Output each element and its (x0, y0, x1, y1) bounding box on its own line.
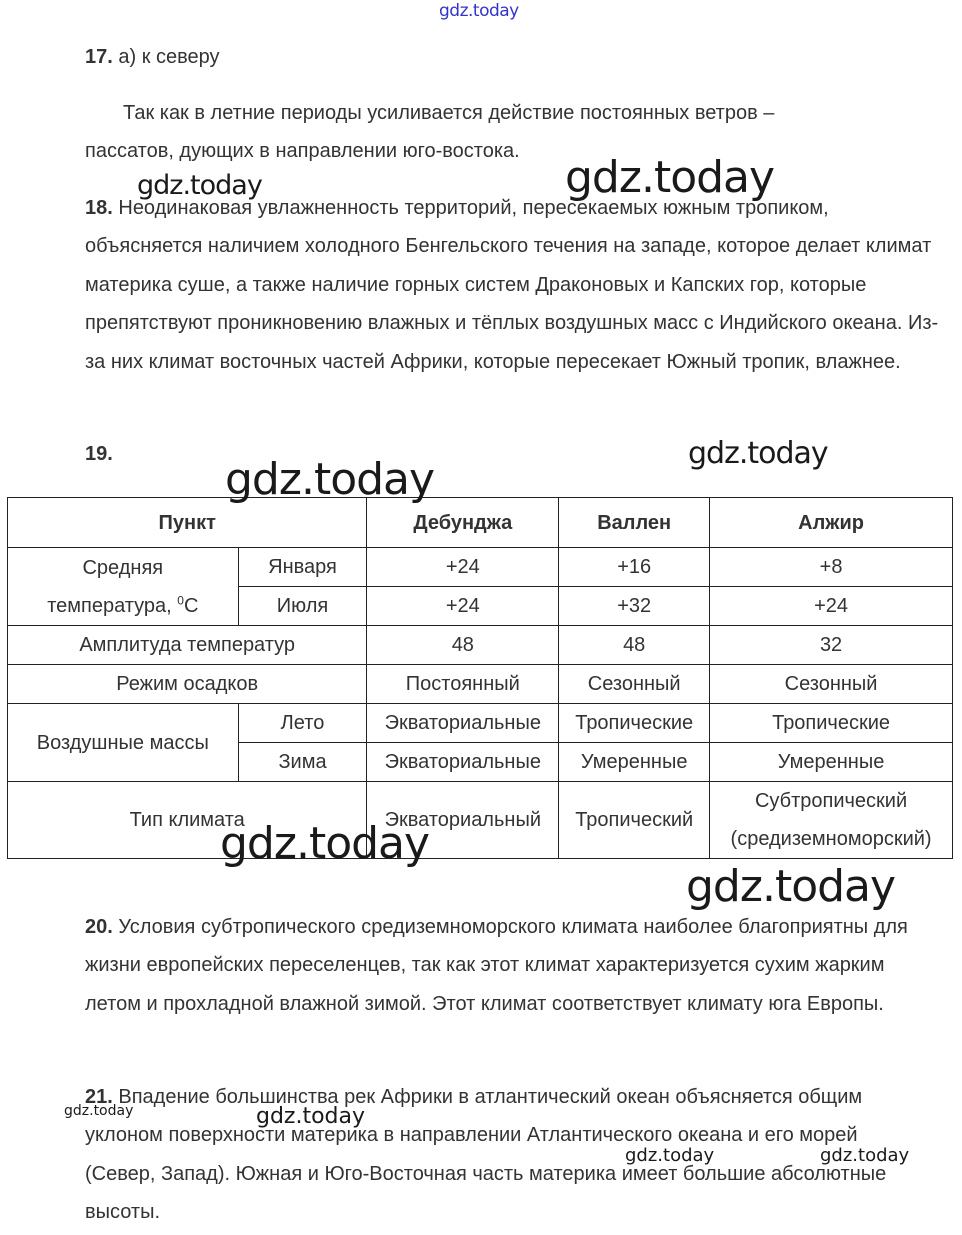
table-cell: +32 (559, 587, 710, 626)
table-cell: Экваториальные (367, 704, 559, 743)
degree-sup: 0 (177, 592, 184, 607)
header-cell-algiers: Алжир (710, 498, 953, 548)
table-cell: Экваториальные (367, 743, 559, 782)
watermark: gdz.today (565, 152, 775, 203)
table-cell: 48 (367, 626, 559, 665)
table-cell: 32 (710, 626, 953, 665)
table-row-precipitation (8, 665, 953, 704)
row-label-air-masses: Воздушные массы (8, 704, 239, 782)
table-row-january (8, 548, 953, 587)
question-number: 17. (85, 46, 113, 68)
row-label-precipitation: Режим осадков (8, 665, 367, 704)
table-cell: +24 (367, 548, 559, 587)
table-header-row (8, 498, 953, 548)
table-row-climate-type (8, 782, 953, 859)
sublabel-january: Января (238, 548, 367, 587)
watermark: gdz.today (820, 1145, 910, 1166)
answer-21 (85, 1078, 915, 1232)
answer-17 (85, 38, 945, 76)
watermark-top: gdz.today (439, 1, 519, 21)
header-cell-point: Пункт (8, 498, 367, 548)
table-cell: Умеренные (559, 743, 710, 782)
table-cell: Тропический (559, 782, 710, 859)
table-cell: Умеренные (710, 743, 953, 782)
answer-19-heading (85, 435, 945, 473)
header-cell-wallen: Валлен (559, 498, 710, 548)
answer-text: Впадение большинства рек Африки в атлантический океан объясняется общим уклоном поверхности материка в направлении Атлантического океана и его морей (Север, Запад). Южная и Юго-Восточная часть материка имеет большие абсолютные высоты. (85, 1086, 887, 1224)
row-label-amplitude: Амплитуда температур (8, 626, 367, 665)
table-cell: Постоянный (367, 665, 559, 704)
question-number: 19. (85, 443, 113, 465)
table-cell: Тропические (710, 704, 953, 743)
row-label-temperature (8, 548, 239, 626)
table-cell: Сезонный (710, 665, 953, 704)
explanation-text: Так как в летние периоды усиливается действие постоянных ветров – пассатов, дующих в направлении юго-востока. (85, 102, 775, 163)
table-cell: +8 (710, 548, 953, 587)
table-row-amplitude (8, 626, 953, 665)
label-line: Средняя (82, 556, 164, 579)
cell-line: (средиземноморский) (730, 828, 932, 850)
question-number: 18. (85, 197, 113, 219)
answer-18 (85, 189, 940, 381)
answer-20 (85, 908, 935, 1023)
table-cell: +16 (559, 548, 710, 587)
table-cell: Тропические (559, 704, 710, 743)
table-cell: Сезонный (559, 665, 710, 704)
unit: C (183, 594, 199, 617)
question-number: 21. (85, 1086, 113, 1108)
watermark: gdz.today (64, 1103, 134, 1119)
watermark: gdz.today (625, 1145, 715, 1166)
answer-17-explanation (85, 94, 855, 171)
watermark: gdz.today (225, 454, 435, 505)
answer-text: Неодинаковая увлажненность территорий, пересекаемых южным тропиком, объясняется наличием холодного Бенгельского течения на западе, которое делает климат материка суше, а также наличие горных систем Драконовых и Капских гор, которые препятствуют проникновению влажных и тёплых воздушных масс с Индийского океана. Из-за них климат восточных частей Африки, которые пересекает Южный тропик, влажнее. (85, 197, 939, 373)
table-cell: +24 (367, 587, 559, 626)
cell-line: Субтропический (754, 790, 908, 812)
sublabel-july: Июля (238, 587, 367, 626)
answer-text: а) к северу (112, 46, 220, 68)
watermark: gdz.today (688, 436, 828, 471)
watermark: gdz.today (220, 818, 430, 869)
table-cell: +24 (710, 587, 953, 626)
table-cell: 48 (559, 626, 710, 665)
sublabel-winter: Зима (238, 743, 367, 782)
header-cell-debundzha: Дебунджа (367, 498, 559, 548)
row-label-climate-type: Тип климата (8, 782, 367, 859)
answer-text: Условия субтропического средиземноморского климата наиболее благоприятны для жизни европейских переселенцев, так как этот климат характеризуется сухим жарким летом и прохладной влажной зимой. Этот климат соответствует климату юга Европы. (85, 916, 908, 1015)
climate-table (7, 497, 953, 859)
watermark: gdz.today (686, 861, 896, 912)
watermark: gdz.today (256, 1104, 366, 1129)
watermark: gdz.today (137, 170, 262, 201)
table-row-air-summer (8, 704, 953, 743)
sublabel-summer: Лето (238, 704, 367, 743)
label-line: температура, (47, 594, 178, 617)
question-number: 20. (85, 916, 113, 938)
table-cell-subtropical (710, 782, 953, 859)
table-cell: Экваториальный (367, 782, 559, 859)
